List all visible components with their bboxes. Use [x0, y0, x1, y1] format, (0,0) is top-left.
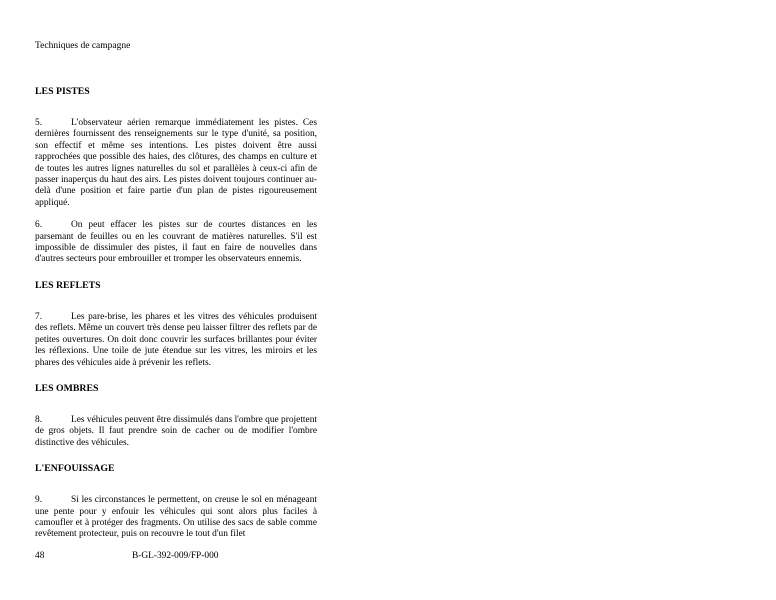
- main-text-column: [35, 86, 317, 552]
- section-pistes: [35, 86, 317, 266]
- paragraph-text: Si les circonstances le permettent, on creuse le sol en ménageant une pente pour y enfouir les véhicules qui sont alors plus faciles à camoufler et à protéger des fragments. On utilise des sacs de sable comme revêtement protecteur, puis on recouvre le tout d'un filet: [35, 495, 317, 540]
- paragraph-number: 6.: [35, 220, 43, 231]
- paragraph-number: 8.: [35, 414, 43, 425]
- paragraph-number: 5.: [35, 118, 43, 128]
- paragraph-text: Les pare-brise, les phares et les vitres des véhicules produisent des reflets. Même un couvert très dense peu laisser filtrer des reflets par de petites ouvertures. On doit donc couvrir les surfaces brillantes pour éviter les réflexions. Une toile de jute étendue sur les vitres, les miroirs et les phares des véhicules aide à prévenir les reflets.: [35, 311, 317, 368]
- section-heading: L'ENFOUISSAGE: [35, 463, 115, 475]
- paragraph-text: Les véhicules peuvent être dissimulés dans l'ombre que projettent de gros objets. Il faut prendre soin de cacher ou de modifier l'ombre distinctive des véhicules.: [35, 414, 317, 448]
- section-reflets: [35, 280, 317, 369]
- paragraph-7: [35, 312, 317, 369]
- page-number: 48: [35, 551, 45, 561]
- section-enfouissage: [35, 463, 317, 541]
- section-heading: LES OMBRES: [35, 382, 99, 394]
- paragraph-9: [35, 495, 317, 541]
- paragraph-8: [35, 415, 317, 449]
- section-ombres: [35, 383, 317, 449]
- paragraph-number: 7.: [35, 311, 43, 322]
- section-heading: LES REFLETS: [35, 279, 101, 291]
- paragraph-text: On peut effacer les pistes sur de courtes distances en les parsemant de feuilles ou en les couvrant de matières naturelles. S'il est impossible de dissimuler des pistes, il faut en faire de nouvelles dans d'autres secteurs pour embrouiller et tromper les observateurs ennemis.: [35, 220, 317, 265]
- paragraph-5: [35, 118, 317, 209]
- paragraph-number: 9.: [35, 495, 43, 506]
- section-heading: LES PISTES: [35, 86, 90, 97]
- paragraph-text: L'observateur aérien remarque immédiatement les pistes. Ces dernières fournissent des renseignements sur le type d'unité, sa position, son effectif et même ses intentions. Les pistes doivent être aussi rapprochées que possible des haies, des clôtures, des champs en culture et de toutes les autres lignes naturelles du sol et parallèles à ceux-ci afin de passer inaperçus du haut des airs. Les pistes doivent toujours continuer au-delà d'une position et faire partie d'un plan de pistes rigoureusement appliqué.: [35, 118, 317, 208]
- document-code: B-GL-392-009/FP-000: [132, 551, 219, 561]
- running-header: Techniques de campagne: [35, 41, 131, 51]
- paragraph-6: [35, 220, 317, 266]
